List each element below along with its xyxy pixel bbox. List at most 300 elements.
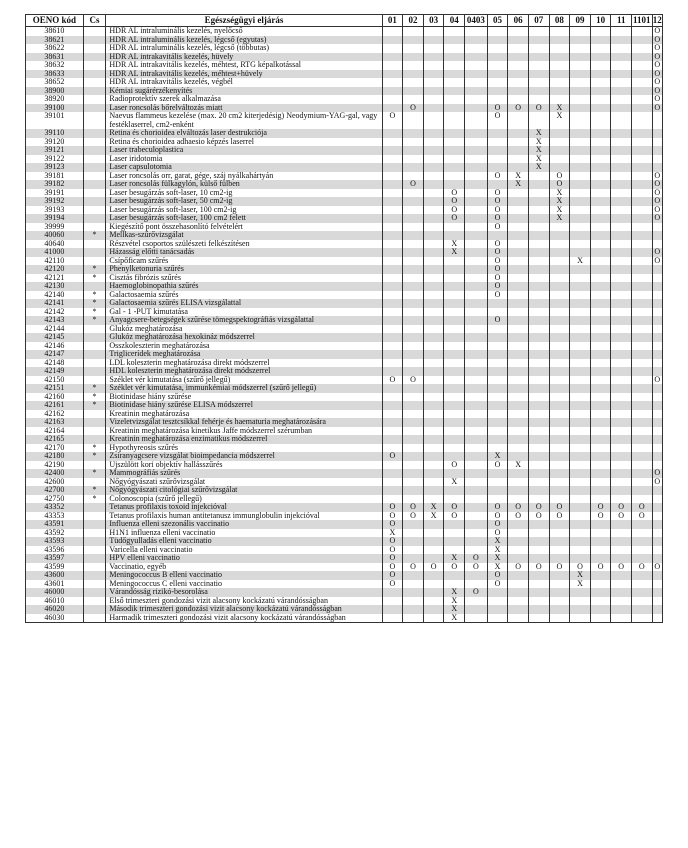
oeno-code-cell: 39121 bbox=[26, 146, 84, 155]
mark-cell bbox=[570, 478, 591, 487]
procedure-cell: Laser besugárzás soft-laser, 10 cm2-ig bbox=[106, 189, 382, 198]
oeno-code-cell: 43601 bbox=[26, 580, 84, 589]
oeno-code-cell: 42130 bbox=[26, 282, 84, 291]
mark-cell: O bbox=[444, 197, 465, 206]
mark-cell bbox=[590, 384, 611, 393]
cs-cell: * bbox=[83, 291, 106, 300]
table-row bbox=[26, 214, 663, 223]
mark-cell: O bbox=[403, 503, 424, 512]
mark-cell bbox=[528, 350, 549, 359]
procedure-cell: Részvétel csoportos szülészeti felkészítésen bbox=[106, 240, 382, 249]
mark-cell bbox=[549, 163, 570, 172]
cs-cell bbox=[83, 614, 106, 623]
procedure-cell: Anyagcsere-betegségek szűrése tömegspektográfiás vizsgálattal bbox=[106, 316, 382, 325]
mark-cell bbox=[508, 197, 529, 206]
mark-cell: O bbox=[487, 461, 508, 470]
mark-cell bbox=[508, 112, 529, 129]
mark-cell bbox=[423, 214, 444, 223]
column-header: 05 bbox=[487, 15, 508, 27]
mark-cell bbox=[465, 461, 488, 470]
oeno-code-cell: 42142 bbox=[26, 308, 84, 317]
oeno-code-cell: 42110 bbox=[26, 257, 84, 266]
mark-cell bbox=[465, 418, 488, 427]
cs-cell: * bbox=[83, 265, 106, 274]
oeno-code-cell: 46030 bbox=[26, 614, 84, 623]
mark-cell bbox=[423, 452, 444, 461]
mark-cell bbox=[611, 248, 632, 257]
cs-cell bbox=[83, 282, 106, 291]
mark-cell bbox=[444, 291, 465, 300]
mark-cell bbox=[403, 189, 424, 198]
oeno-code-cell: 42165 bbox=[26, 435, 84, 444]
mark-cell bbox=[611, 316, 632, 325]
mark-cell bbox=[508, 291, 529, 300]
mark-cell: O bbox=[652, 53, 662, 62]
cs-cell bbox=[83, 427, 106, 436]
mark-cell: O bbox=[487, 104, 508, 113]
mark-cell bbox=[465, 248, 488, 257]
procedure-cell: Első trimeszteri gondozási vizit alacsony kockázatú várandósságban bbox=[106, 597, 382, 606]
mark-cell: O bbox=[652, 70, 662, 79]
mark-cell bbox=[632, 546, 653, 555]
mark-cell: X bbox=[570, 571, 591, 580]
mark-cell bbox=[528, 427, 549, 436]
mark-cell bbox=[549, 486, 570, 495]
mark-cell bbox=[611, 265, 632, 274]
mark-cell bbox=[652, 308, 662, 317]
mark-cell bbox=[423, 597, 444, 606]
mark-cell bbox=[549, 588, 570, 597]
mark-cell bbox=[652, 274, 662, 283]
procedure-cell: Laser besugárzás soft-laser, 50 cm2-ig bbox=[106, 197, 382, 206]
mark-cell bbox=[423, 469, 444, 478]
mark-cell bbox=[444, 359, 465, 368]
mark-cell bbox=[403, 240, 424, 249]
mark-cell bbox=[570, 401, 591, 410]
mark-cell bbox=[423, 248, 444, 257]
mark-cell bbox=[465, 435, 488, 444]
mark-cell bbox=[423, 44, 444, 53]
mark-cell bbox=[570, 291, 591, 300]
procedure-cell: Nőgyógyászati szűrővizsgálat bbox=[106, 478, 382, 487]
table-row bbox=[26, 359, 663, 368]
mark-cell bbox=[528, 571, 549, 580]
mark-cell bbox=[423, 350, 444, 359]
column-header: 03 bbox=[423, 15, 444, 27]
oeno-code-cell: 39182 bbox=[26, 180, 84, 189]
mark-cell bbox=[590, 240, 611, 249]
mark-cell bbox=[465, 520, 488, 529]
oeno-code-cell: 42140 bbox=[26, 291, 84, 300]
mark-cell: O bbox=[487, 172, 508, 181]
mark-cell bbox=[508, 529, 529, 538]
mark-cell bbox=[465, 359, 488, 368]
mark-cell bbox=[549, 70, 570, 79]
mark-cell: O bbox=[403, 180, 424, 189]
mark-cell bbox=[382, 172, 403, 181]
mark-cell bbox=[652, 512, 662, 521]
mark-cell bbox=[528, 520, 549, 529]
table-row bbox=[26, 393, 663, 402]
mark-cell: O bbox=[508, 512, 529, 521]
mark-cell bbox=[444, 104, 465, 113]
mark-cell bbox=[528, 401, 549, 410]
mark-cell bbox=[590, 376, 611, 385]
table-row bbox=[26, 291, 663, 300]
mark-cell bbox=[403, 299, 424, 308]
mark-cell bbox=[487, 384, 508, 393]
mark-cell bbox=[611, 529, 632, 538]
mark-cell bbox=[423, 537, 444, 546]
mark-cell bbox=[423, 180, 444, 189]
mark-cell bbox=[611, 53, 632, 62]
mark-cell bbox=[611, 469, 632, 478]
oeno-code-cell: 42170 bbox=[26, 444, 84, 453]
oeno-code-cell: 38633 bbox=[26, 70, 84, 79]
mark-cell bbox=[528, 359, 549, 368]
mark-cell bbox=[632, 223, 653, 232]
cs-cell bbox=[83, 554, 106, 563]
mark-cell bbox=[444, 299, 465, 308]
mark-cell bbox=[508, 146, 529, 155]
mark-cell bbox=[590, 78, 611, 87]
mark-cell bbox=[590, 367, 611, 376]
mark-cell bbox=[444, 172, 465, 181]
mark-cell bbox=[382, 214, 403, 223]
mark-cell bbox=[611, 138, 632, 147]
mark-cell: X bbox=[487, 452, 508, 461]
mark-cell bbox=[403, 206, 424, 215]
cs-cell bbox=[83, 546, 106, 555]
mark-cell bbox=[403, 78, 424, 87]
cs-cell bbox=[83, 155, 106, 164]
mark-cell bbox=[570, 588, 591, 597]
mark-cell bbox=[444, 520, 465, 529]
mark-cell bbox=[403, 214, 424, 223]
oeno-code-cell: 38621 bbox=[26, 36, 84, 45]
mark-cell bbox=[549, 325, 570, 334]
mark-cell bbox=[508, 418, 529, 427]
cs-cell bbox=[83, 563, 106, 572]
mark-cell bbox=[465, 529, 488, 538]
procedure-cell: Meningococcus C elleni vaccinatio bbox=[106, 580, 382, 589]
table-row bbox=[26, 427, 663, 436]
mark-cell bbox=[528, 316, 549, 325]
mark-cell bbox=[590, 257, 611, 266]
mark-cell: X bbox=[444, 614, 465, 623]
mark-cell bbox=[403, 597, 424, 606]
mark-cell bbox=[632, 333, 653, 342]
procedure-cell: Laser trabeculoplastica bbox=[106, 146, 382, 155]
mark-cell bbox=[632, 444, 653, 453]
mark-cell bbox=[487, 146, 508, 155]
mark-cell bbox=[423, 265, 444, 274]
mark-cell bbox=[570, 44, 591, 53]
mark-cell bbox=[652, 435, 662, 444]
mark-cell bbox=[611, 240, 632, 249]
mark-cell bbox=[590, 308, 611, 317]
mark-cell bbox=[652, 401, 662, 410]
mark-cell bbox=[403, 520, 424, 529]
mark-cell bbox=[423, 223, 444, 232]
cs-cell bbox=[83, 580, 106, 589]
mark-cell bbox=[632, 461, 653, 470]
oeno-code-cell: 38632 bbox=[26, 61, 84, 70]
table-row bbox=[26, 512, 663, 521]
oeno-code-cell: 46020 bbox=[26, 605, 84, 614]
mark-cell bbox=[632, 299, 653, 308]
mark-cell bbox=[423, 478, 444, 487]
mark-cell: O bbox=[487, 282, 508, 291]
mark-cell: O bbox=[403, 376, 424, 385]
mark-cell bbox=[632, 146, 653, 155]
mark-cell bbox=[465, 172, 488, 181]
mark-cell: O bbox=[487, 248, 508, 257]
mark-cell bbox=[549, 240, 570, 249]
mark-cell bbox=[444, 469, 465, 478]
mark-cell bbox=[652, 503, 662, 512]
mark-cell bbox=[590, 231, 611, 240]
mark-cell bbox=[508, 469, 529, 478]
mark-cell bbox=[508, 350, 529, 359]
mark-cell bbox=[382, 350, 403, 359]
mark-cell bbox=[549, 546, 570, 555]
mark-cell bbox=[403, 486, 424, 495]
mark-cell bbox=[508, 325, 529, 334]
procedure-cell: HDR AL intrakavitális kezelés, végbél bbox=[106, 78, 382, 87]
mark-cell: O bbox=[652, 61, 662, 70]
oeno-code-cell: 42146 bbox=[26, 342, 84, 351]
mark-cell bbox=[444, 36, 465, 45]
mark-cell bbox=[528, 452, 549, 461]
mark-cell bbox=[403, 546, 424, 555]
mark-cell bbox=[508, 359, 529, 368]
mark-cell bbox=[382, 27, 403, 36]
procedure-cell: Influenza elleni szezonális vaccinatio bbox=[106, 520, 382, 529]
oeno-code-cell: 38920 bbox=[26, 95, 84, 104]
mark-cell bbox=[570, 36, 591, 45]
mark-cell bbox=[465, 44, 488, 53]
cs-cell bbox=[83, 537, 106, 546]
mark-cell bbox=[465, 427, 488, 436]
mark-cell bbox=[382, 61, 403, 70]
mark-cell bbox=[570, 342, 591, 351]
cs-cell bbox=[83, 435, 106, 444]
mark-cell bbox=[652, 265, 662, 274]
mark-cell bbox=[403, 571, 424, 580]
mark-cell bbox=[611, 435, 632, 444]
mark-cell bbox=[528, 495, 549, 504]
mark-cell bbox=[528, 78, 549, 87]
mark-cell bbox=[590, 342, 611, 351]
procedure-cell: Glukóz meghatározása bbox=[106, 325, 382, 334]
mark-cell bbox=[508, 129, 529, 138]
mark-cell bbox=[590, 112, 611, 129]
mark-cell bbox=[508, 316, 529, 325]
mark-cell bbox=[403, 393, 424, 402]
oeno-code-cell: 39110 bbox=[26, 129, 84, 138]
mark-cell bbox=[403, 614, 424, 623]
mark-cell bbox=[528, 112, 549, 129]
oeno-code-cell: 43599 bbox=[26, 563, 84, 572]
mark-cell bbox=[382, 401, 403, 410]
mark-cell bbox=[403, 172, 424, 181]
table-row bbox=[26, 350, 663, 359]
mark-cell bbox=[403, 70, 424, 79]
mark-cell bbox=[423, 384, 444, 393]
mark-cell bbox=[487, 376, 508, 385]
mark-cell bbox=[423, 146, 444, 155]
column-header: Cs bbox=[83, 15, 106, 27]
procedure-cell: HDR AL intrakavitális kezelés, méhtest+hüvely bbox=[106, 70, 382, 79]
cs-cell: * bbox=[83, 384, 106, 393]
mark-cell bbox=[465, 27, 488, 36]
mark-cell bbox=[611, 486, 632, 495]
column-header: OENO kód bbox=[26, 15, 84, 27]
mark-cell bbox=[423, 495, 444, 504]
mark-cell bbox=[570, 129, 591, 138]
mark-cell bbox=[528, 333, 549, 342]
cs-cell: * bbox=[83, 486, 106, 495]
mark-cell bbox=[632, 418, 653, 427]
cs-cell bbox=[83, 189, 106, 198]
mark-cell bbox=[382, 359, 403, 368]
mark-cell bbox=[444, 427, 465, 436]
mark-cell bbox=[444, 325, 465, 334]
mark-cell bbox=[632, 240, 653, 249]
mark-cell bbox=[549, 61, 570, 70]
mark-cell bbox=[570, 95, 591, 104]
mark-cell bbox=[528, 478, 549, 487]
mark-cell bbox=[570, 486, 591, 495]
mark-cell: O bbox=[652, 478, 662, 487]
cs-cell bbox=[83, 87, 106, 96]
mark-cell bbox=[403, 138, 424, 147]
procedure-cell: Harmadik trimeszteri gondozási vizit alacsony kockázatú várandósságban bbox=[106, 614, 382, 623]
mark-cell: O bbox=[487, 316, 508, 325]
mark-cell bbox=[570, 248, 591, 257]
mark-cell bbox=[570, 520, 591, 529]
mark-cell bbox=[465, 146, 488, 155]
mark-cell bbox=[570, 350, 591, 359]
table-row bbox=[26, 461, 663, 470]
mark-cell bbox=[590, 104, 611, 113]
mark-cell bbox=[590, 138, 611, 147]
procedure-cell: Galactosaemia szűrés ELISA vizsgálattal bbox=[106, 299, 382, 308]
cs-cell bbox=[83, 197, 106, 206]
oeno-code-cell: 39123 bbox=[26, 163, 84, 172]
mark-cell bbox=[465, 546, 488, 555]
mark-cell bbox=[465, 367, 488, 376]
mark-cell bbox=[382, 240, 403, 249]
mark-cell bbox=[487, 469, 508, 478]
mark-cell bbox=[549, 384, 570, 393]
procedure-cell: Laser besugárzás soft-laser, 100 cm2-ig bbox=[106, 206, 382, 215]
mark-cell bbox=[570, 308, 591, 317]
mark-cell bbox=[590, 27, 611, 36]
mark-cell bbox=[549, 44, 570, 53]
column-header: 0403 bbox=[465, 15, 488, 27]
mark-cell bbox=[465, 316, 488, 325]
table-row bbox=[26, 223, 663, 232]
mark-cell bbox=[611, 478, 632, 487]
mark-cell bbox=[403, 282, 424, 291]
mark-cell bbox=[570, 384, 591, 393]
procedure-cell: HDR AL intraluminális kezelés, légcső (többutas) bbox=[106, 44, 382, 53]
mark-cell bbox=[465, 240, 488, 249]
mark-cell bbox=[465, 78, 488, 87]
table-row bbox=[26, 325, 663, 334]
mark-cell bbox=[590, 36, 611, 45]
oeno-code-cell: 39193 bbox=[26, 206, 84, 215]
mark-cell: O bbox=[528, 503, 549, 512]
mark-cell bbox=[423, 410, 444, 419]
cs-cell bbox=[83, 588, 106, 597]
mark-cell bbox=[487, 155, 508, 164]
table-row bbox=[26, 554, 663, 563]
mark-cell bbox=[652, 537, 662, 546]
oeno-code-cell: 42190 bbox=[26, 461, 84, 470]
mark-cell bbox=[423, 580, 444, 589]
oeno-code-cell: 46010 bbox=[26, 597, 84, 606]
mark-cell: X bbox=[528, 146, 549, 155]
mark-cell bbox=[403, 163, 424, 172]
mark-cell bbox=[382, 333, 403, 342]
mark-cell bbox=[590, 129, 611, 138]
mark-cell: O bbox=[528, 512, 549, 521]
cs-cell bbox=[83, 61, 106, 70]
mark-cell bbox=[444, 393, 465, 402]
mark-cell: O bbox=[487, 580, 508, 589]
mark-cell bbox=[382, 104, 403, 113]
cs-cell: * bbox=[83, 274, 106, 283]
mark-cell bbox=[611, 44, 632, 53]
mark-cell bbox=[549, 138, 570, 147]
mark-cell bbox=[382, 605, 403, 614]
mark-cell bbox=[382, 138, 403, 147]
mark-cell bbox=[444, 95, 465, 104]
mark-cell: O bbox=[487, 214, 508, 223]
mark-cell bbox=[508, 248, 529, 257]
mark-cell bbox=[632, 486, 653, 495]
procedure-cell: Hypothyreosis szűrés bbox=[106, 444, 382, 453]
mark-cell bbox=[528, 27, 549, 36]
mark-cell bbox=[423, 291, 444, 300]
cs-cell bbox=[83, 461, 106, 470]
mark-cell bbox=[611, 95, 632, 104]
cs-cell: * bbox=[83, 469, 106, 478]
mark-cell bbox=[528, 376, 549, 385]
mark-cell bbox=[444, 27, 465, 36]
oeno-code-cell: 42163 bbox=[26, 418, 84, 427]
mark-cell bbox=[549, 444, 570, 453]
mark-cell bbox=[652, 367, 662, 376]
mark-cell bbox=[611, 418, 632, 427]
mark-cell bbox=[570, 206, 591, 215]
mark-cell bbox=[611, 206, 632, 215]
mark-cell bbox=[465, 597, 488, 606]
mark-cell bbox=[487, 333, 508, 342]
cs-cell bbox=[83, 503, 106, 512]
mark-cell bbox=[611, 461, 632, 470]
mark-cell bbox=[652, 146, 662, 155]
mark-cell bbox=[652, 410, 662, 419]
mark-cell: X bbox=[487, 537, 508, 546]
mark-cell bbox=[403, 605, 424, 614]
mark-cell bbox=[465, 265, 488, 274]
procedure-cell: Mammográfiás szűrés bbox=[106, 469, 382, 478]
mark-cell bbox=[403, 384, 424, 393]
